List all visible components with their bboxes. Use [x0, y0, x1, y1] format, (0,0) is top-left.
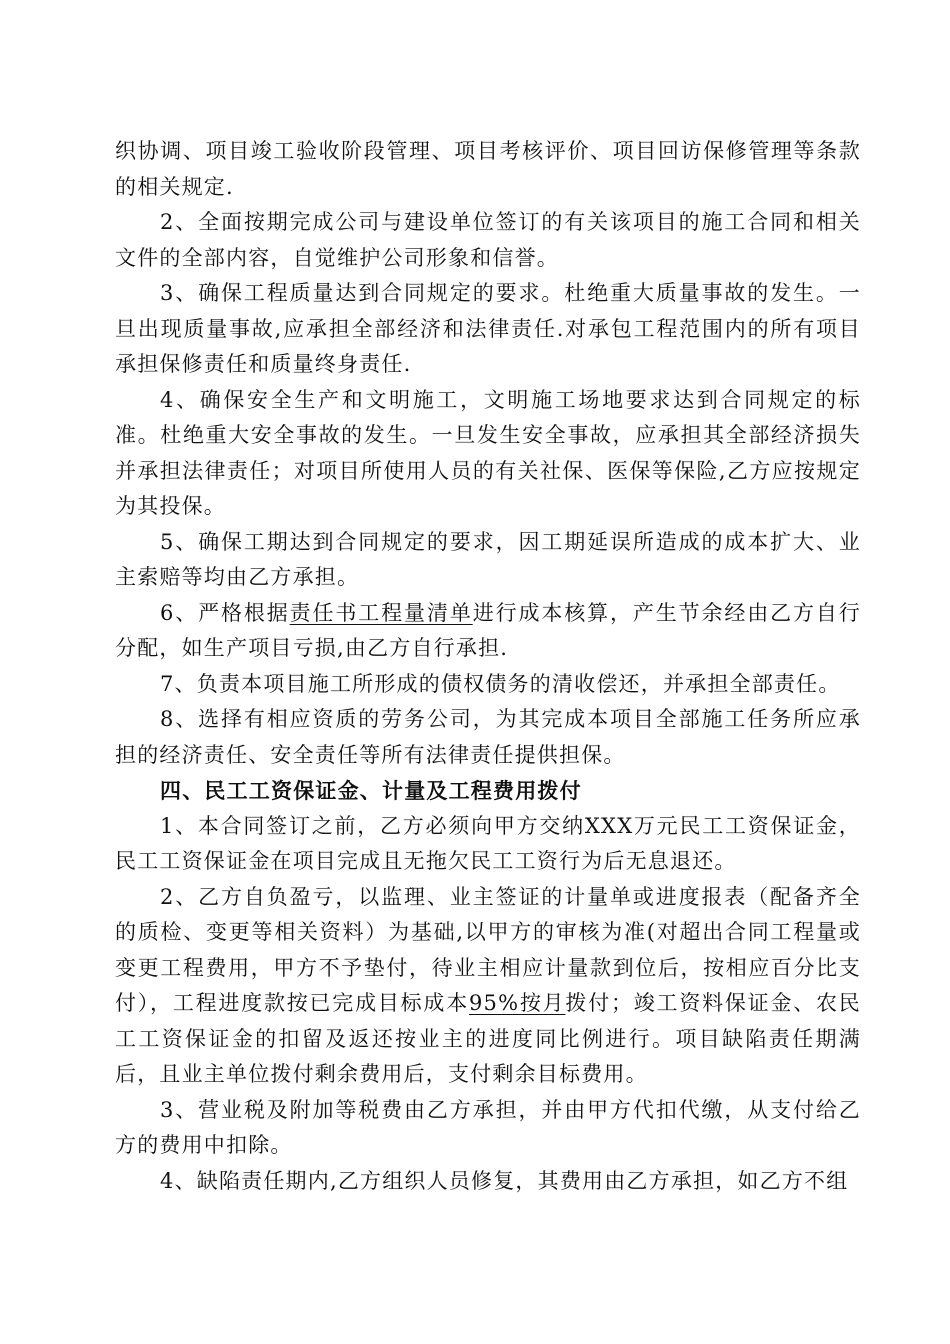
document-body — [115, 134, 861, 1199]
paragraph-clause-8: 8、选择有相应资质的劳务公司，为其完成本项目全部施工任务所应承担的经济责任、安全责任等所有法律责任提供担保。 — [115, 707, 861, 767]
paragraph-clause-5: 5、确保工期达到合同规定的要求，因工期延误所造成的成本扩大、业主索赔等均由乙方承担。 — [115, 529, 861, 589]
paragraph-clause-4: 4、确保安全生产和文明施工，文明施工场地要求达到合同规定的标准。杜绝重大安全事故的发生。一旦发生安全事故，应承担其全部经济损失并承担法律责任；对项目所使用人员的有关社保、医保等保险,乙方应按规定为其投保。 — [115, 387, 861, 518]
paragraph-clause-2: 2、全面按期完成公司与建设单位签订的有关该项目的施工合同和相关文件的全部内容，自觉维护公司形象和信誉。 — [115, 210, 861, 270]
paragraph-continuation: 织协调、项目竣工验收阶段管理、项目考核评价、项目回访保修管理等条款的相关规定. — [115, 139, 861, 199]
section-heading-4: 四、民工工资保证金、计量及工程费用拨付 — [160, 778, 582, 803]
paragraph-clause-3: 3、确保工程质量达到合同规定的要求。杜绝重大质量事故的发生。一旦出现质量事故,应承担全部经济和法律责任.对承包工程范围内的所有项目承担保修责任和质量终身责任. — [115, 281, 861, 376]
s4-clause-2-text-before: 2、乙方自负盈亏，以监理、业主签证的计量单或进度报表（配备齐全的质检、变更等相关资料）为基础,以甲方的审核为准(对超出合同工程量或变更工程费用，甲方不予垫付，待业主相应计量款到位后，按相应百分比支付），工程进度款按已完成目标成本 — [115, 884, 861, 1015]
underlined-term-quantity-list: 责任书工程量清单 — [289, 600, 473, 625]
paragraph-clause-6 — [115, 596, 861, 667]
paragraph-section4-clause-1: 1、本合同签订之前，乙方必须向甲方交纳XXX万元民工工资保证金，民工工资保证金在项目完成且无拖欠民工工资行为后无息退还。 — [115, 813, 861, 873]
paragraph-section4-clause-2 — [115, 880, 861, 1093]
paragraph-clause-7: 7、负责本项目施工所形成的债权债务的清收偿还，并承担全部责任。 — [160, 671, 841, 696]
clause-6-text-before: 6、严格根据 — [160, 600, 290, 625]
clause-6-text-after: 进行成本核算，产生节余经由乙方自行分配，如生产项目亏损,由乙方自行承担. — [115, 600, 861, 660]
paragraph-section4-clause-4: 4、缺陷责任期内,乙方组织人员修复，其费用由乙方承担，如乙方不组 — [160, 1168, 849, 1193]
underlined-term-monthly-rate: 95%按月 — [469, 991, 566, 1015]
paragraph-section4-clause-3: 3、营业税及附加等税费由乙方承担，并由甲方代扣代缴，从支付给乙方的费用中扣除。 — [115, 1097, 861, 1157]
s4-clause-2-text-after: 拨付；竣工资料保证金、农民工工资保证金的扣留及返还按业主的进度同比例进行。项目缺陷责任期满后，且业主单位拨付剩余费用后，支付剩余目标费用。 — [115, 991, 861, 1086]
